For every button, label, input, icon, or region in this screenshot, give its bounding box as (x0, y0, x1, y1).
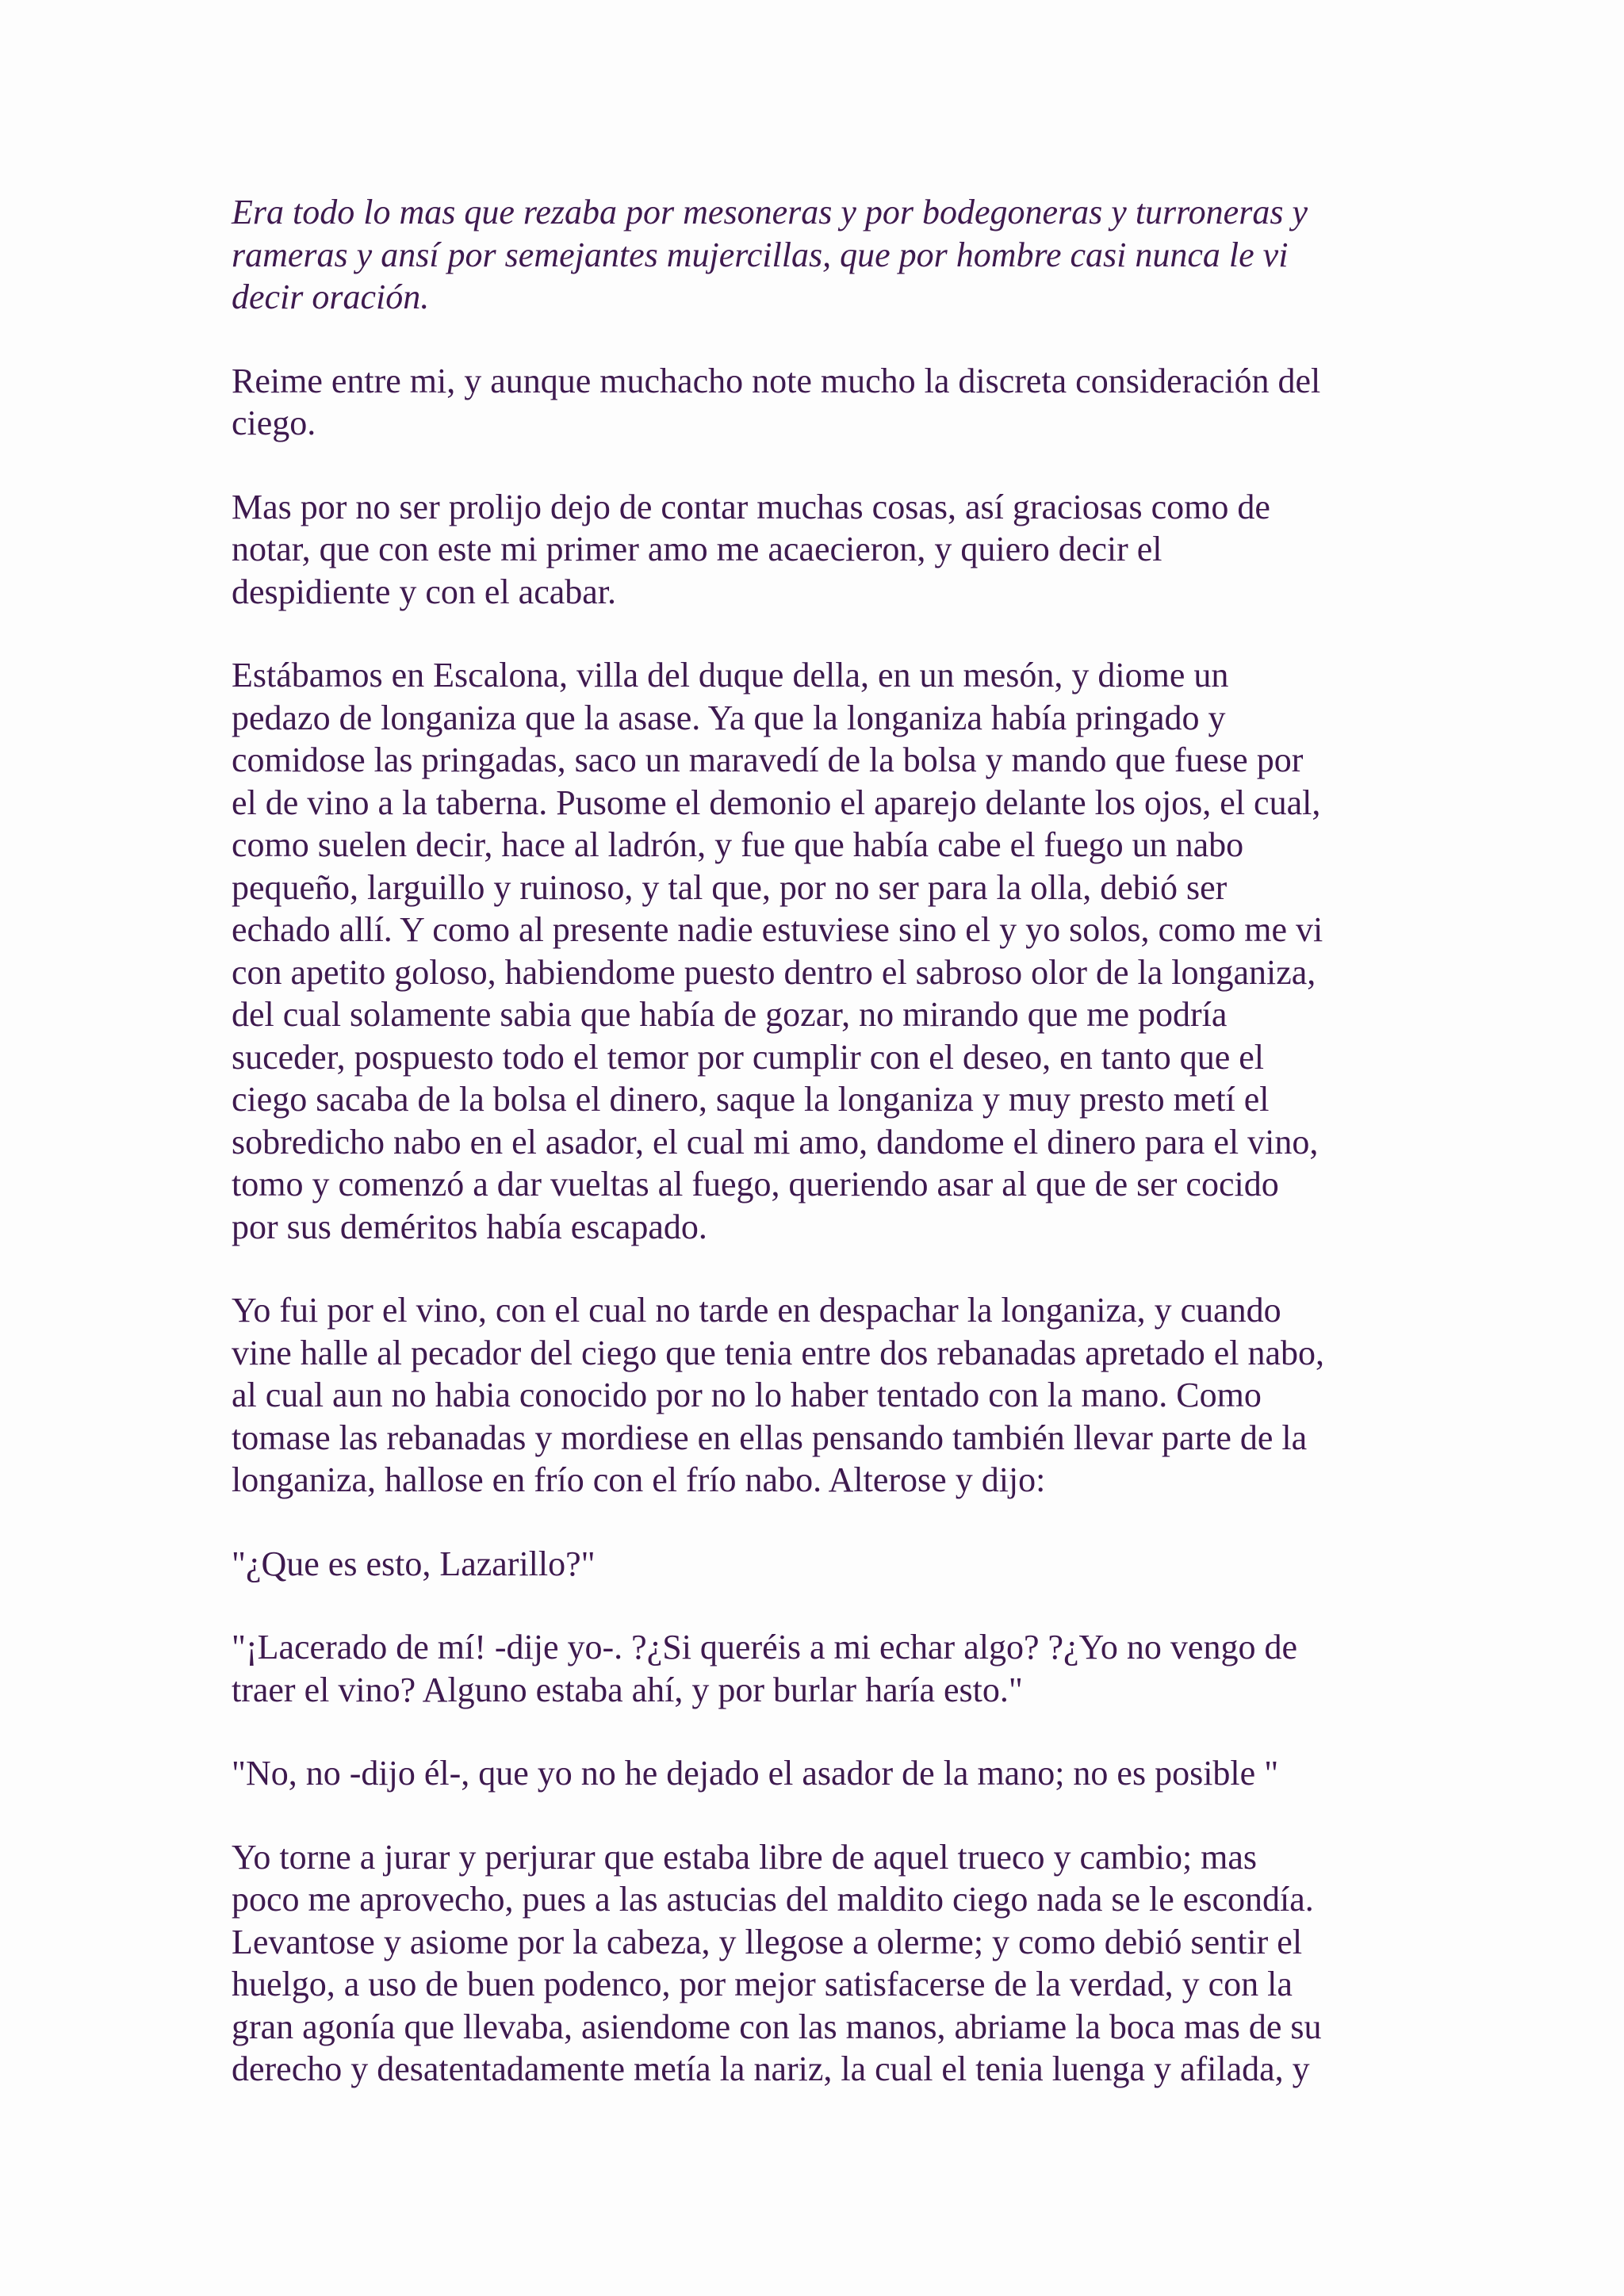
paragraph-escalona: Estábamos en Escalona, villa del duque della, en un mesón, y diome un pedazo de longaniza que la asase. Ya que la longaniza había pringado y comidose las pringadas, saco un maravedí de la bolsa y mando que fuese por el de vino a la taberna. Pusome el demonio el aparejo delante los ojos, el cual, como suelen decir, hace al ladrón, y fue que había cabe el fuego un nabo pequeño, larguillo y ruinoso, y tal que, por no ser para la olla, debió ser echado allí. Y como al presente nadie estuviese sino el y yo solos, como me vi con apetito goloso, habiendome puesto dentro el sabroso olor de la longaniza, del cual solamente sabia que había de gozar, no mirando que me podría suceder, pospuesto todo el temor por cumplir con el deseo, en tanto que el ciego sacaba de la bolsa el dinero, saque la longaniza y muy presto metí el sobredicho nabo en el asador, el cual mi amo, dandome el dinero para el vino, tomo y comenzó a dar vueltas al fuego, queriendo asar al que de ser cocido por sus deméritos había escapado. (232, 656, 1323, 1246)
paragraph-swear: Yo torne a jurar y perjurar que estaba libre de aquel trueco y cambio; mas poco me aprovecho, pues a las astucias del maldito ciego nada se le escondía. Levantose y asiome por la cabeza, y llegose a olerme; y como debió sentir el huelgo, a uso de buen podenco, por mejor satisfacerse de la verdad, y con la gran agonía que llevaba, asiendome con las manos, abriame la boca mas de su derecho y desatentadamente metía la nariz, la cual el tenia luenga y afilada, y (232, 1837, 1322, 2088)
paragraph-dialogue-denial: "No, no -dijo él-, que yo no he dejado el asador de la mano; no es posible " (232, 1754, 1279, 1793)
paragraph-laugh: Reime entre mi, y aunque muchacho note mucho la discreta consideración del ciego. (232, 361, 1321, 442)
paragraph-dialogue-question: "¿Que es esto, Lazarillo?" (232, 1544, 596, 1583)
document-page (232, 191, 1397, 2132)
paragraph-prolix: Mas por no ser prolijo dejo de contar muchas cosas, así graciosas como de notar, que con este mi primer amo me acaecieron, y quiero decir el despidiente y con el acabar. (232, 487, 1270, 611)
paragraph-wine: Yo fui por el vino, con el cual no tarde en despachar la longaniza, y cuando vine halle al pecador del ciego que tenia entre dos rebanadas apretado el nabo, al cual aun no habia conocido por no lo haber tentado con la mano. Como tomase las rebanadas y mordiese en ellas pensando también llevar parte de la longaniza, hallose en frío con el frío nabo. Alterose y dijo: (232, 1291, 1325, 1499)
paragraph-prayer: Era todo lo mas que rezaba por mesoneras y por bodegoneras y turroneras y rameras y ansí por semejantes mujercillas, que por hombre casi nunca le vi decir oración. (232, 193, 1308, 316)
paragraph-dialogue-reply: "¡Lacerado de mí! -dije yo-. ?¿Si queréis a mi echar algo? ?¿Yo no vengo de traer el vino? Alguno estaba ahí, y por burlar haría esto." (232, 1628, 1297, 1709)
